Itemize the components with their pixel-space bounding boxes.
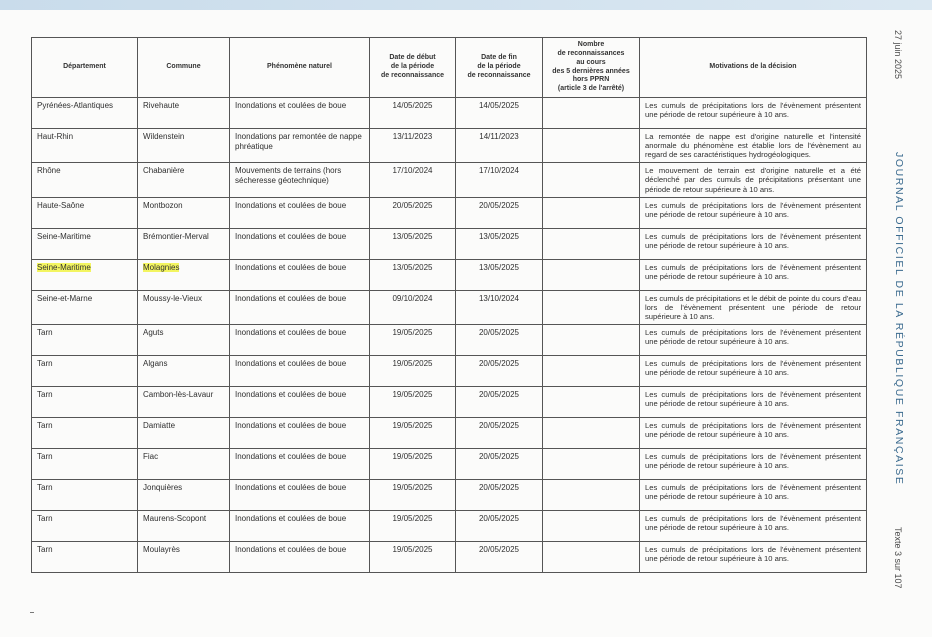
cell-commune-text: Aguts: [143, 327, 164, 337]
cell-motivation-text: Les cumuls de précipitations lors de l'évènement présentent une période de retour supérieure à 10 ans.: [645, 101, 861, 120]
header-commune: Commune: [138, 38, 230, 98]
cell-motivation-text: Les cumuls de précipitations lors de l'évènement présentent une période de retour supérieure à 10 ans.: [645, 513, 861, 533]
cell-commune-text: Wildenstein: [143, 132, 185, 141]
cell-date-fin: [456, 324, 543, 355]
cell-date-debut-text: 19/05/2025: [392, 389, 433, 399]
header-motivations: Motivations de la décision: [640, 38, 867, 98]
table-row: [32, 386, 867, 417]
cell-date-fin-text: 20/05/2025: [478, 358, 520, 368]
cell-phenomene-text: Inondations et coulées de boue: [235, 389, 347, 399]
cell-phenomene: [230, 541, 370, 572]
cell-date-fin-text: 20/05/2025: [478, 451, 520, 461]
cell-motivation: [640, 228, 867, 259]
cell-departement: [32, 355, 138, 386]
cell-departement-text: Seine-Maritime: [37, 231, 91, 241]
cell-phenomene-text: Inondations et coulées de boue: [235, 293, 347, 303]
cell-nombre: [543, 386, 640, 417]
cell-departement-text: Tarn: [37, 513, 53, 523]
cell-commune: [138, 386, 230, 417]
cell-date-fin-text: 20/05/2025: [478, 513, 520, 523]
cell-date-debut: [370, 355, 456, 386]
table-body: [32, 98, 867, 573]
cell-phenomene-text: Inondations et coulées de boue: [235, 420, 347, 430]
cell-phenomene: [230, 98, 370, 129]
cell-commune-text: Maurens-Scopont: [143, 513, 207, 523]
table-row: [32, 417, 867, 448]
cell-departement-text: Haute-Saône: [37, 200, 85, 210]
cell-nombre: [543, 163, 640, 197]
cell-departement-text: Tarn: [37, 482, 53, 492]
cell-date-debut: [370, 510, 456, 541]
cell-nombre: [543, 129, 640, 163]
cell-departement-text: Tarn: [37, 544, 53, 554]
cell-date-fin-text: 20/05/2025: [478, 482, 520, 492]
cell-commune-text: Fiac: [143, 451, 159, 461]
cell-date-fin-text: 14/11/2023: [479, 132, 519, 141]
cell-motivation-text: Le mouvement de terrain est d'origine naturelle et a été déclenché par des cumuls de précipitations présentant une période de retour supérieure à 10 ans.: [645, 166, 861, 194]
cell-nombre: [543, 259, 640, 290]
table-row: [32, 541, 867, 572]
cell-date-debut: [370, 290, 456, 324]
cell-departement: [32, 228, 138, 259]
cell-date-debut: [370, 386, 456, 417]
cell-motivation-text: Les cumuls de précipitations lors de l'évènement présentent une période de retour supérieure à 10 ans.: [645, 327, 861, 347]
margin-mark: [30, 612, 34, 613]
cell-commune-text: Brémontier-Merval: [143, 231, 209, 241]
cell-phenomene-text: Inondations et coulées de boue: [235, 513, 347, 523]
recognition-table: [31, 37, 867, 573]
cell-date-debut-text: 13/11/2023: [392, 132, 433, 141]
table-row: [32, 355, 867, 386]
cell-motivation-text: Les cumuls de précipitations lors de l'évènement présentent une période de retour supérieure à 10 ans.: [645, 544, 861, 564]
cell-departement: [32, 290, 138, 324]
table-row: [32, 510, 867, 541]
cell-motivation: [640, 197, 867, 228]
cell-date-fin: [456, 355, 543, 386]
cell-departement-text: Haut-Rhin: [37, 132, 74, 141]
cell-departement: [32, 510, 138, 541]
cell-nombre: [543, 290, 640, 324]
cell-date-fin: [456, 197, 543, 228]
journal-title: JOURNAL OFFICIEL DE LA RÉPUBLIQUE FRANÇAISE: [893, 152, 905, 486]
cell-date-debut: [370, 448, 456, 479]
table-row: [32, 479, 867, 510]
cell-date-debut-text: 19/05/2025: [392, 327, 433, 337]
cell-date-debut-text: 19/05/2025: [392, 544, 433, 554]
cell-departement: [32, 163, 138, 197]
cell-motivation-text: Les cumuls de précipitations lors de l'évènement présentent une période de retour supérieure à 10 ans.: [645, 451, 861, 471]
cell-phenomene-text: Inondations et coulées de boue: [235, 544, 347, 554]
cell-phenomene: [230, 259, 370, 290]
cell-commune-text: Molagnies: [143, 262, 180, 272]
table-header-row: [32, 38, 867, 98]
cell-commune: [138, 163, 230, 197]
cell-departement-text: Tarn: [37, 451, 53, 461]
cell-commune: [138, 197, 230, 228]
cell-departement: [32, 98, 138, 129]
cell-date-fin: [456, 510, 543, 541]
cell-departement-text: Rhône: [37, 166, 61, 176]
side-date: 27 juin 2025: [893, 30, 903, 80]
cell-date-debut: [370, 129, 456, 163]
cell-nombre: [543, 98, 640, 129]
cell-phenomene-text: Inondations et coulées de boue: [235, 231, 347, 241]
cell-motivation-text: Les cumuls de précipitations lors de l'évènement présentent une période de retour supérieure à 10 ans.: [645, 262, 861, 281]
cell-phenomene-text: Mouvements de terrains (hors sécheresse géotechnique): [235, 166, 342, 185]
cell-commune: [138, 479, 230, 510]
cell-departement: [32, 129, 138, 163]
cell-departement-text: Seine-Maritime: [37, 262, 91, 272]
cell-commune: [138, 259, 230, 290]
cell-commune-text: Moussy-le-Vieux: [143, 293, 202, 303]
cell-phenomene-text: Inondations par remontée de nappe phréatique: [235, 132, 362, 151]
cell-departement-text: Pyrénées-Atlantiques: [37, 101, 114, 110]
table-row: [32, 259, 867, 290]
cell-motivation-text: Les cumuls de précipitations lors de l'évènement présentent une période de retour supérieure à 10 ans.: [645, 482, 861, 502]
cell-phenomene-text: Inondations et coulées de boue: [235, 327, 347, 337]
cell-motivation-text: Les cumuls de précipitations lors de l'évènement présentent une période de retour supérieure à 10 ans.: [645, 231, 861, 250]
cell-motivation: [640, 417, 867, 448]
cell-commune: [138, 228, 230, 259]
cell-phenomene: [230, 417, 370, 448]
cell-motivation: [640, 290, 867, 324]
cell-commune: [138, 129, 230, 163]
cell-date-fin-text: 17/10/2024: [478, 166, 520, 176]
cell-commune: [138, 417, 230, 448]
cell-date-debut: [370, 163, 456, 197]
cell-commune-text: Damiatte: [143, 420, 176, 430]
header-date-debut: Date de début de la période de reconnaissance: [370, 38, 456, 98]
table-row: [32, 129, 867, 163]
cell-date-debut-text: 14/05/2025: [392, 101, 433, 110]
scan-top-band: [0, 0, 932, 10]
cell-nombre: [543, 197, 640, 228]
cell-nombre: [543, 479, 640, 510]
cell-date-fin: [456, 479, 543, 510]
cell-date-fin-text: 20/05/2025: [478, 420, 520, 430]
cell-date-fin-text: 20/05/2025: [478, 327, 520, 337]
cell-commune-text: Moulayrès: [143, 544, 180, 554]
cell-date-debut-text: 13/05/2025: [392, 231, 433, 241]
cell-date-fin-text: 14/05/2025: [478, 101, 520, 110]
cell-commune: [138, 355, 230, 386]
cell-date-debut-text: 20/05/2025: [392, 200, 433, 210]
cell-nombre: [543, 510, 640, 541]
page-number: Texte 3 sur 107: [893, 527, 903, 589]
cell-motivation-text: Les cumuls de précipitations lors de l'évènement présentent une période de retour supérieure à 10 ans.: [645, 389, 861, 409]
cell-motivation: [640, 448, 867, 479]
cell-date-fin: [456, 98, 543, 129]
cell-date-fin-text: 13/05/2025: [478, 262, 520, 272]
cell-commune: [138, 510, 230, 541]
table-row: [32, 290, 867, 324]
cell-date-fin: [456, 290, 543, 324]
cell-nombre: [543, 417, 640, 448]
header-nombre-reconnaissances: Nombre de reconnaissances au cours des 5 dernières années hors PPRN (article 3 de l'arrêté): [543, 38, 640, 98]
cell-motivation: [640, 129, 867, 163]
cell-date-fin-text: 20/05/2025: [478, 544, 520, 554]
cell-phenomene: [230, 386, 370, 417]
cell-nombre: [543, 228, 640, 259]
cell-departement-text: Tarn: [37, 327, 53, 337]
header-departement: Département: [32, 38, 138, 98]
cell-motivation: [640, 324, 867, 355]
cell-date-fin: [456, 448, 543, 479]
cell-date-debut-text: 19/05/2025: [392, 513, 433, 523]
cell-departement-text: Seine-et-Marne: [37, 293, 93, 303]
cell-commune: [138, 290, 230, 324]
header-date-fin: Date de fin de la période de reconnaissance: [456, 38, 543, 98]
cell-motivation-text: Les cumuls de précipitations et le débit de pointe du cours d'eau lors de l'évènement présentent une période de retour supérieure à 10 ans.: [645, 293, 861, 321]
cell-motivation: [640, 98, 867, 129]
cell-date-fin-text: 13/10/2024: [478, 293, 520, 303]
cell-departement: [32, 541, 138, 572]
cell-date-fin-text: 20/05/2025: [478, 389, 520, 399]
cell-phenomene: [230, 129, 370, 163]
cell-date-debut: [370, 197, 456, 228]
cell-date-debut-text: 19/05/2025: [392, 482, 433, 492]
cell-date-debut-text: 19/05/2025: [392, 420, 433, 430]
cell-motivation: [640, 259, 867, 290]
cell-departement: [32, 324, 138, 355]
cell-commune: [138, 98, 230, 129]
cell-commune-text: Montbozon: [143, 200, 183, 210]
cell-departement-text: Tarn: [37, 420, 53, 430]
cell-departement: [32, 259, 138, 290]
cell-phenomene: [230, 324, 370, 355]
cell-date-debut: [370, 417, 456, 448]
cell-date-fin: [456, 541, 543, 572]
cell-motivation-text: Les cumuls de précipitations lors de l'évènement présentent une période de retour supérieure à 10 ans.: [645, 200, 861, 219]
cell-departement: [32, 479, 138, 510]
cell-departement: [32, 386, 138, 417]
cell-commune: [138, 324, 230, 355]
cell-phenomene-text: Inondations et coulées de boue: [235, 358, 347, 368]
cell-phenomene: [230, 290, 370, 324]
cell-motivation: [640, 355, 867, 386]
cell-date-fin: [456, 228, 543, 259]
cell-phenomene: [230, 510, 370, 541]
cell-date-debut: [370, 228, 456, 259]
cell-date-fin: [456, 259, 543, 290]
cell-date-fin-text: 20/05/2025: [478, 200, 520, 210]
table-row: [32, 197, 867, 228]
cell-date-fin: [456, 386, 543, 417]
cell-motivation: [640, 386, 867, 417]
cell-commune-text: Rivehaute: [143, 101, 180, 110]
cell-nombre: [543, 324, 640, 355]
cell-phenomene-text: Inondations et coulées de boue: [235, 200, 347, 210]
cell-date-fin: [456, 417, 543, 448]
cell-date-debut-text: 17/10/2024: [392, 166, 433, 176]
cell-commune-text: Algans: [143, 358, 168, 368]
cell-phenomene-text: Inondations et coulées de boue: [235, 482, 347, 492]
cell-commune-text: Jonquières: [143, 482, 183, 492]
cell-motivation-text: La remontée de nappe est d'origine naturelle et l'intensité anormale du phénomène est établie lors de l'évènement au regard de ses caractéristiques hydrogéologiques.: [645, 132, 861, 160]
cell-phenomene-text: Inondations et coulées de boue: [235, 262, 347, 272]
cell-phenomene: [230, 355, 370, 386]
cell-date-debut: [370, 541, 456, 572]
cell-motivation-text: Les cumuls de précipitations lors de l'évènement présentent une période de retour supérieure à 10 ans.: [645, 420, 861, 440]
table-row: [32, 324, 867, 355]
cell-commune-text: Chabanière: [143, 166, 185, 176]
cell-motivation: [640, 541, 867, 572]
cell-date-debut: [370, 324, 456, 355]
cell-date-fin-text: 13/05/2025: [478, 231, 520, 241]
cell-nombre: [543, 448, 640, 479]
cell-date-debut: [370, 259, 456, 290]
cell-commune: [138, 448, 230, 479]
cell-commune: [138, 541, 230, 572]
table-row: [32, 98, 867, 129]
cell-phenomene: [230, 448, 370, 479]
cell-date-fin: [456, 129, 543, 163]
cell-date-debut-text: 19/05/2025: [392, 451, 433, 461]
cell-motivation-text: Les cumuls de précipitations lors de l'évènement présentent une période de retour supérieure à 10 ans.: [645, 358, 861, 378]
header-phenomene: Phénomène naturel: [230, 38, 370, 98]
cell-commune-text: Cambon-lès-Lavaur: [143, 389, 214, 399]
cell-departement-text: Tarn: [37, 389, 53, 399]
cell-date-debut-text: 09/10/2024: [392, 293, 433, 303]
cell-date-debut-text: 13/05/2025: [392, 262, 433, 272]
cell-nombre: [543, 541, 640, 572]
table-row: [32, 448, 867, 479]
cell-phenomene: [230, 163, 370, 197]
cell-phenomene: [230, 228, 370, 259]
table-row: [32, 163, 867, 197]
cell-phenomene-text: Inondations et coulées de boue: [235, 101, 347, 110]
cell-departement-text: Tarn: [37, 358, 53, 368]
cell-date-debut: [370, 98, 456, 129]
cell-departement: [32, 197, 138, 228]
cell-date-debut: [370, 479, 456, 510]
cell-motivation: [640, 479, 867, 510]
cell-date-debut-text: 19/05/2025: [392, 358, 433, 368]
cell-departement: [32, 448, 138, 479]
cell-departement: [32, 417, 138, 448]
cell-phenomene: [230, 479, 370, 510]
cell-date-fin: [456, 163, 543, 197]
table-row: [32, 228, 867, 259]
cell-motivation: [640, 510, 867, 541]
cell-phenomene: [230, 197, 370, 228]
cell-nombre: [543, 355, 640, 386]
cell-motivation: [640, 163, 867, 197]
cell-phenomene-text: Inondations et coulées de boue: [235, 451, 347, 461]
